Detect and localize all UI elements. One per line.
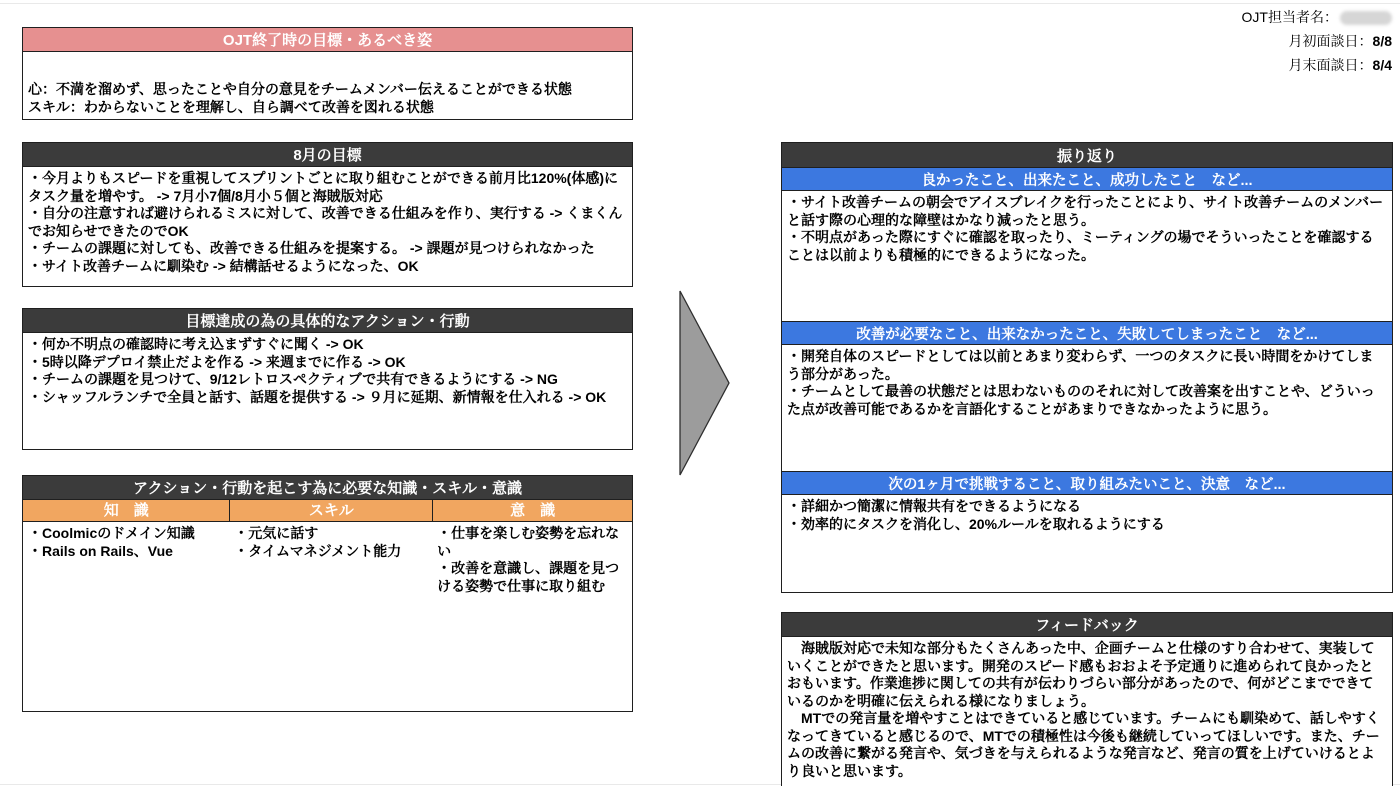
review-improve-title: 改善が必要なこと、出来なかったこと、失敗してしまったこと など... [782,321,1392,345]
actions-body [23,333,632,449]
column-header-mindset: 意 識 [432,500,632,522]
review-box [781,142,1393,593]
actions-box [22,308,633,450]
month-end-label: 月末面談日： [1288,57,1373,73]
skill-cell [229,522,432,711]
skills-table [22,475,633,712]
ojt-final-goal-title: OJT終了時の目標・あるべき姿 [23,28,632,52]
review-improve-item: ・チームとして最善の状態だとは思わないもののそれに対して改善案を出すことや、どういった点が改善可能であるかを言語化することがあまりできなかったように思う。 [787,383,1375,417]
mindset-cell [432,522,632,711]
mindset-item: ・仕事を楽しむ姿勢を忘れない [437,525,620,559]
month-end-date: 8/4 [1372,57,1392,73]
skills-table-body-row [23,522,632,711]
right-arrow-icon [679,290,731,481]
action-item: ・何か不明点の確認時に考え込まずすぐに聞く -> OK [28,336,364,352]
review-good-item: ・サイト改善チームの朝会でアイスブレイクを行ったことにより、サイト改善チームのメンバーと話す際の心理的な障壁はかなり減ったと思う。 [787,194,1384,228]
column-header-skill: スキル [229,500,432,522]
review-next-item: ・効率的にタスクを消化し、20%ルールを取れるようにする [787,515,1165,532]
goal-item: ・サイト改善チームに馴染む -> 結構話せるようになった、OK [28,257,419,274]
skills-table-header-row [23,500,632,522]
august-goals-body [23,167,632,286]
action-item: ・シャッフルランチで全員と話す、話題を提供する -> ９月に延期、新情報を仕入れる -> OK [28,388,607,405]
review-next-title: 次の1ヶ月で挑戦すること、取り組みたいこと、決意 など... [782,471,1392,495]
feedback-title: フィードバック [782,613,1392,637]
redacted-name [1340,11,1392,25]
knowledge-item: ・Coolmicのドメイン知識 [28,525,195,541]
skills-table-title: アクション・行動を起こす為に必要な知識・スキル・意識 [23,476,632,500]
meta-info [1242,5,1392,77]
review-next-item: ・詳細かつ簡潔に情報共有をできるようになる [787,498,1081,514]
column-header-knowledge: 知 識 [23,500,229,522]
ojt-staff-label: OJT担当者名： [1241,9,1338,25]
review-improve-body [782,345,1392,471]
action-item: ・5時以降デプロイ禁止だよを作る -> 来週までに作る -> OK [28,353,406,370]
review-good-body [782,191,1392,321]
knowledge-item: ・Rails on Rails、Vue [28,542,173,559]
page-top-divider [0,3,1400,4]
goal-item: ・自分の注意すれば避けられるミスに対して、改善できる仕組みを作り、実行する -> くまくんでお知らせできたのでOK [28,205,623,239]
goal-line: 心：不満を溜めず、思ったことや自分の意見をチームメンバー伝えることができる状態 [28,81,572,97]
august-goals-title: 8月の目標 [23,143,632,167]
goal-item: ・チームの課題に対しても、改善できる仕組みを提案する。 -> 課題が見つけられなかった [28,240,595,256]
august-goals-box [22,142,633,287]
skill-item: ・タイムマネジメント能力 [234,542,402,559]
review-title: 振り返り [782,143,1392,168]
goal-line: スキル：わからないことを理解し、自ら調べて改善を図れる状態 [28,98,434,115]
month-start-date: 8/8 [1372,33,1392,49]
review-good-title: 良かったこと、出来たこと、成功したこと など... [782,168,1392,191]
ojt-staff-row [1242,5,1392,29]
feedback-body [782,637,1392,786]
ojt-final-goal-body [23,52,632,119]
knowledge-cell [23,522,229,711]
feedback-box [781,612,1393,786]
feedback-paragraph: 海賊版対応で未知な部分もたくさんあった中、企画チームと仕様のすり合わせて、実装していくことができたと思います。開発のスピード感もおおよそ予定通りに進められて良かったとおもいます。作業進捗に関しての共有が伝わりづらい部分があったので、何がどこまでできているのかを明確に伝えられる様になりましょう。 [787,640,1375,709]
ojt-final-goal-box [22,27,633,120]
mindset-item: ・改善を意識し、課題を見つける姿勢で仕事に取り組む [437,560,620,594]
review-improve-item: ・開発自体のスピードとしては以前とあまり変わらず、一つのタスクに長い時間をかけてしまう部分があった。 [787,348,1374,382]
skill-item: ・元気に話す [234,525,319,541]
month-end-row [1242,53,1392,77]
goal-item: ・今月よりもスピードを重視してスプリントごとに取り組むことができる前月比120%(体感)にタスク量を増やす。 -> 7月小7個/8月小５個と海賊版対応 [28,170,619,204]
month-start-label: 月初面談日： [1288,33,1373,49]
feedback-paragraph: MTでの発言量を増やすことはできていると感じています。チームにも馴染めて、話しやすくなってきていると感じるので、MTでの積極性は今後も継続していってほしいです。また、チームの改善に繋がる発言や、気づきを与えられるような発言など、発言の質を上げていけるとより良いと思います。 [787,710,1380,779]
month-start-row [1242,29,1392,53]
review-good-item: ・不明点があった際にすぐに確認を取ったり、ミーティングの場でそういったことを確認することは以前よりも積極的にできるようになった。 [787,229,1374,263]
action-item: ・チームの課題を見つけて、9/12レトロスペクティブで共有できるようにする -> NG [28,371,558,387]
review-next-body [782,495,1392,592]
actions-title: 目標達成の為の具体的なアクション・行動 [23,309,632,333]
